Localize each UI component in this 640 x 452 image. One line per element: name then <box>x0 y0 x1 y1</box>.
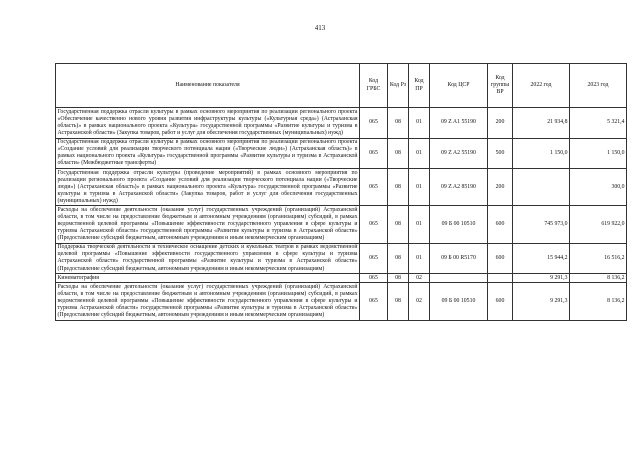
cell-grbs: 065 <box>360 274 388 283</box>
budget-table <box>55 63 627 321</box>
cell-2022: 745 973,0 <box>513 206 570 243</box>
cell-vr: 600 <box>488 206 513 243</box>
cell-pr: 01 <box>409 138 430 168</box>
cell-2022 <box>513 168 570 205</box>
cell-pr: 02 <box>409 274 430 283</box>
cell-csr: 09 Б 00 10510 <box>430 206 488 243</box>
cell-rz: 08 <box>388 108 409 138</box>
cell-2022: 9 291,3 <box>513 274 570 283</box>
cell-2023: 619 922,0 <box>570 206 627 243</box>
cell-csr <box>430 274 488 283</box>
cell-rz: 08 <box>388 168 409 205</box>
cell-name: Поддержка творческой деятельности и техническое оснащение детских и кукольных театров в рамках ведомственной целевой программы «Повышение эффективности государственного управления в сфере культуры и туризма Астраханской области» государственной программы «Развитие культуры и туризма в Астраханской области» (Предоставление субсидий бюджетным, автономным учреждениям и иным некоммерческим организациям) <box>56 243 360 273</box>
cell-name: Государственная поддержка отрасли культуры в рамках основного мероприятия по реализации регионального проекта «Обеспечение качественно нового уровня развития инфраструктуры культуры («Культурная среда») (Астраханская область)» в рамках национального проекта «Культура» государственной программы «Развитие культуры и туризма в Астраханской области» (Закупка товаров, работ и услуг для обеспечения государственных (муниципальных) нужд) <box>56 108 360 138</box>
table-row <box>56 206 627 243</box>
cell-rz: 08 <box>388 283 409 320</box>
cell-pr: 01 <box>409 168 430 205</box>
table-row <box>56 283 627 320</box>
table-row <box>56 138 627 168</box>
cell-vr: 600 <box>488 243 513 273</box>
cell-grbs: 065 <box>360 138 388 168</box>
cell-rz: 08 <box>388 274 409 283</box>
cell-grbs: 065 <box>360 243 388 273</box>
table-row <box>56 274 627 283</box>
cell-2023: 16 516,2 <box>570 243 627 273</box>
cell-2022: 21 934,8 <box>513 108 570 138</box>
cell-csr: 09 Z A2 85190 <box>430 168 488 205</box>
header-grbs: Код ГРБС <box>360 64 388 108</box>
cell-csr: 09 Z A1 55190 <box>430 108 488 138</box>
cell-pr: 01 <box>409 243 430 273</box>
header-rz: Код Рз <box>388 64 409 108</box>
cell-2023: 5 321,4 <box>570 108 627 138</box>
cell-csr: 09 Б 00 R5170 <box>430 243 488 273</box>
cell-2023: 300,0 <box>570 168 627 205</box>
cell-grbs: 065 <box>360 283 388 320</box>
cell-vr: 200 <box>488 168 513 205</box>
cell-2022: 1 150,0 <box>513 138 570 168</box>
cell-pr: 01 <box>409 206 430 243</box>
cell-vr: 200 <box>488 108 513 138</box>
cell-vr: 600 <box>488 283 513 320</box>
header-vr: Код группы ВР <box>488 64 513 108</box>
cell-grbs: 065 <box>360 108 388 138</box>
cell-2023: 8 136,2 <box>570 274 627 283</box>
cell-rz: 08 <box>388 206 409 243</box>
table-row <box>56 243 627 273</box>
cell-2022: 15 944,2 <box>513 243 570 273</box>
cell-grbs: 065 <box>360 206 388 243</box>
cell-2023: 8 136,2 <box>570 283 627 320</box>
header-name: Наименование показателя <box>56 64 360 108</box>
cell-pr: 01 <box>409 108 430 138</box>
table-header-row <box>56 64 627 108</box>
page-number: 413 <box>314 24 326 32</box>
cell-name: Расходы на обеспечение деятельности (оказание услуг) государственных учреждений (организаций) Астраханской области, в том числе на предоставление бюджетным и автономным учреждениям (организациям) субсидий, в рамках ведомственной целевой программы «Повышение эффективности государственного управления в сфере культуры и туризма Астраханской области» государственной программы «Развитие культуры и туризма в Астраханской области» (Предоставление субсидий бюджетным, автономным учреждениям и иным некоммерческим организациям) <box>56 206 360 243</box>
header-2023: 2023 год <box>570 64 627 108</box>
cell-2023: 1 150,0 <box>570 138 627 168</box>
table-row <box>56 168 627 205</box>
cell-vr: 500 <box>488 138 513 168</box>
cell-2022: 9 291,3 <box>513 283 570 320</box>
cell-name: Государственная поддержка отрасли культуры (проведение мероприятий) в рамках основного мероприятия по реализации регионального проекта «Создание условий для реализации творческого потенциала нации («Творческие люди») (Астраханская область)» в рамках национального проекта «Культура» государственной программы «Развитие культуры и туризма в Астраханской области» (Закупка товаров, работ и услуг для обеспечения государственных (муниципальных) нужд) <box>56 168 360 205</box>
cell-name: Расходы на обеспечение деятельности (оказание услуг) государственных учреждений (организаций) Астраханской области, в том числе на предоставление бюджетным и автономным учреждениям (организациям) субсидий, в рамках ведомственной целевой программы «Повышение эффективности государственного управления в сфере культуры и туризма Астраханской области» государственной программы «Развитие культуры и туризма в Астраханской области» (Предоставление субсидий бюджетным, автономным учреждениям и иным некоммерческим организациям) <box>56 283 360 320</box>
cell-csr: 09 Z A2 55190 <box>430 138 488 168</box>
cell-name: Государственная поддержка отрасли культуры в рамках основного мероприятия по реализации регионального проекта «Создание условий для реализации творческого потенциала нации («Творческие люди») (Астраханская область)» в рамках национального проекта «Культура» государственной программы «Развитие культуры и туризма в Астраханской области» (Межбюджетные трансферты) <box>56 138 360 168</box>
header-2022: 2022 год <box>513 64 570 108</box>
cell-name: Кинематография <box>56 274 360 283</box>
cell-csr: 09 Б 00 10510 <box>430 283 488 320</box>
cell-pr: 02 <box>409 283 430 320</box>
header-pr: Код ПР <box>409 64 430 108</box>
cell-rz: 08 <box>388 138 409 168</box>
cell-grbs: 065 <box>360 168 388 205</box>
cell-vr <box>488 274 513 283</box>
header-csr: Код ЦСР <box>430 64 488 108</box>
cell-rz: 08 <box>388 243 409 273</box>
table-row <box>56 108 627 138</box>
